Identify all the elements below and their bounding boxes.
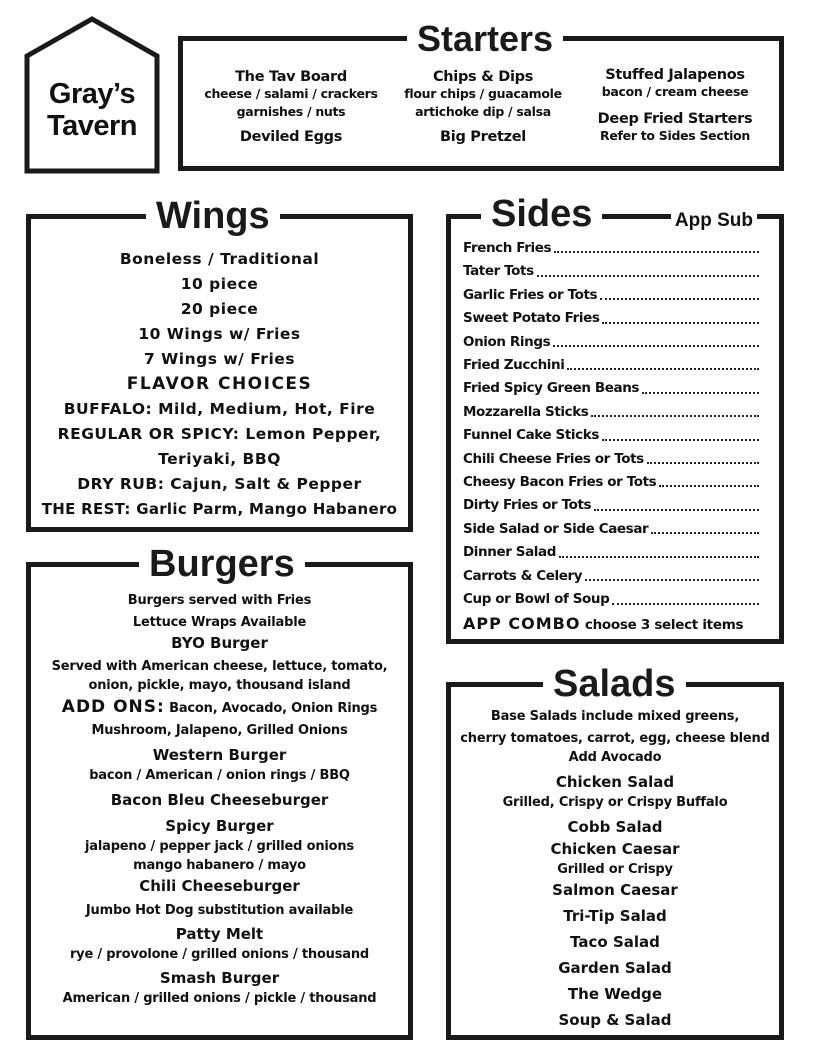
side-item	[463, 237, 759, 260]
salad-name: Chicken Caesar	[550, 840, 680, 858]
burger-name: BYO Burger	[171, 634, 268, 652]
logo-line-1: Gray’s	[48, 78, 136, 110]
wings-line: 10 Wings w/ Fries	[138, 325, 301, 343]
leader-dots	[647, 448, 759, 464]
salads-intro: cherry tomatoes, carrot, egg, cheese blend	[460, 731, 770, 746]
burger-desc: rye / provolone / grilled onions / thousand	[69, 947, 370, 962]
burger-desc: onion, pickle, mayo, thousand island	[88, 678, 351, 693]
burgers-title: Burgers	[139, 545, 305, 583]
add-ons-label: ADD ONS:	[61, 697, 165, 717]
starter-item-name: Deviled Eggs	[239, 129, 343, 145]
side-item	[463, 471, 759, 494]
wings-section	[26, 195, 413, 532]
burger-name: Smash Burger	[159, 969, 280, 987]
sides-list	[463, 237, 759, 637]
salads-section	[446, 663, 784, 1040]
flavor-line: BUFFALO: Mild, Medium, Hot, Fire	[63, 400, 376, 418]
leader-dots	[651, 518, 759, 534]
burger-desc: jalapeno / pepper jack / grilled onions	[85, 839, 354, 854]
leader-dots	[602, 307, 759, 323]
flavor-line: Teriyaki, BBQ	[158, 450, 281, 468]
side-item	[463, 588, 759, 611]
side-item-name: Fried Zucchini	[463, 357, 565, 374]
add-ons-line	[31, 695, 408, 721]
burger-name: Bacon Bleu Cheeseburger	[110, 791, 329, 809]
burger-desc: bacon / American / onion rings / BBQ	[89, 768, 350, 783]
flavor-line: REGULAR OR SPICY: Lemon Pepper,	[57, 425, 382, 443]
leader-dots	[537, 260, 759, 276]
wings-line: Boneless / Traditional	[119, 250, 320, 268]
starter-item-name: The Tav Board	[235, 69, 347, 85]
leader-dots	[591, 401, 759, 417]
side-item-name: Funnel Cake Sticks	[463, 427, 599, 444]
side-item-name: Side Salad or Side Caesar	[463, 520, 649, 537]
starters-col-2	[383, 69, 583, 145]
burger-name: Patty Melt	[175, 925, 264, 943]
starter-item-desc: Refer to Sides Section	[600, 128, 750, 143]
leader-dots	[612, 588, 759, 604]
starter-item-name: Stuffed Jalapenos	[605, 67, 745, 83]
side-item-name: French Fries	[463, 240, 552, 256]
side-item	[463, 518, 759, 541]
burgers-intro: Burgers served with Fries	[127, 593, 312, 608]
starter-item-desc: flour chips / guacamole	[404, 86, 562, 101]
burger-name: Spicy Burger	[165, 817, 274, 835]
starter-item-desc: cheese / salami / crackers	[204, 86, 378, 101]
leader-dots	[600, 284, 759, 300]
wings-line: 20 piece	[180, 300, 259, 318]
wings-title: Wings	[146, 197, 280, 235]
salad-name: Taco Salad	[570, 933, 660, 951]
salad-desc: Grilled or Crispy	[557, 862, 673, 877]
side-item-name: Dirty Fries or Tots	[463, 497, 592, 514]
leader-dots	[567, 354, 759, 370]
side-item	[463, 260, 759, 283]
side-item	[463, 284, 759, 307]
side-item-name: Cheesy Bacon Fries or Tots	[463, 474, 657, 491]
leader-dots	[553, 331, 759, 347]
leader-dots	[642, 377, 759, 393]
starter-item-desc: garnishes / nuts	[236, 104, 346, 119]
starters-col-3	[575, 67, 775, 145]
salad-name: Soup & Salad	[558, 1011, 672, 1029]
leader-dots	[602, 424, 759, 440]
side-item	[463, 494, 759, 517]
wings-line: 7 Wings w/ Fries	[143, 350, 295, 368]
add-ons-list: Mushroom, Jalapeno, Grilled Onions	[91, 723, 348, 738]
side-item-name: Fried Spicy Green Beans	[463, 380, 640, 397]
side-item	[463, 424, 759, 447]
side-item-name: Sweet Potato Fries	[463, 310, 600, 327]
salad-name: Chicken Salad	[555, 773, 675, 791]
burger-note: Jumbo Hot Dog substitution available	[85, 903, 354, 918]
logo	[24, 16, 160, 174]
side-item-name: Cup or Bowl of Soup	[463, 591, 610, 608]
app-combo-desc: choose 3 select items	[584, 616, 744, 633]
burgers-section	[26, 543, 413, 1040]
starter-item-name: Deep Fried Starters	[597, 111, 753, 127]
wings-line: 10 piece	[180, 275, 259, 293]
starters-col-1	[191, 69, 391, 145]
salad-name: Salmon Caesar	[552, 881, 678, 899]
side-item	[463, 401, 759, 424]
side-item	[463, 331, 759, 354]
side-item-name: Onion Rings	[463, 333, 551, 350]
flavor-choices-heading: FLAVOR CHOICES	[126, 374, 313, 394]
app-combo-line	[463, 612, 759, 637]
leader-dots	[659, 471, 759, 487]
sides-title: Sides	[481, 195, 602, 233]
salads-intro: Base Salads include mixed greens,	[490, 709, 740, 724]
side-item	[463, 448, 759, 471]
burger-name: Western Burger	[152, 746, 287, 764]
side-item	[463, 541, 759, 564]
starters-section	[178, 18, 784, 171]
side-item-name: Dinner Salad	[463, 544, 557, 561]
burger-desc: American / grilled onions / pickle / thousand	[62, 991, 377, 1006]
leader-dots	[585, 565, 759, 581]
salad-name: Tri-Tip Salad	[563, 907, 667, 925]
side-item	[463, 565, 759, 588]
side-item-name: Tater Tots	[463, 263, 534, 280]
app-combo-label: APP COMBO	[463, 613, 581, 633]
salads-title: Salads	[543, 665, 686, 703]
burger-desc: Served with American cheese, lettuce, tomato,	[51, 659, 388, 674]
burger-name: Chili Cheeseburger	[139, 877, 300, 895]
side-item	[463, 354, 759, 377]
flavor-line: DRY RUB: Cajun, Salt & Pepper	[77, 475, 362, 493]
flavor-line: THE REST: Garlic Parm, Mango Habanero	[41, 500, 398, 518]
logo-line-2: Tavern	[47, 110, 137, 142]
sides-section	[446, 193, 784, 644]
starter-item-desc: bacon / cream cheese	[601, 84, 749, 99]
side-item-name: Carrots & Celery	[463, 567, 583, 584]
side-item-name: Garlic Fries or Tots	[463, 286, 598, 303]
salads-intro: Add Avocado	[568, 750, 662, 765]
starter-item-desc: artichoke dip / salsa	[415, 104, 551, 119]
side-item-name: Chili Cheese Fries or Tots	[463, 450, 644, 467]
leader-dots	[554, 237, 759, 253]
salad-name: Garden Salad	[558, 959, 672, 977]
starter-item-name: Big Pretzel	[440, 129, 526, 145]
burgers-intro: Lettuce Wraps Available	[132, 615, 307, 630]
salad-desc: Grilled, Crispy or Crispy Buffalo	[502, 795, 728, 810]
side-item-name: Mozzarella Sticks	[463, 403, 589, 420]
leader-dots	[594, 494, 759, 510]
starters-title: Starters	[407, 21, 563, 57]
starter-item-name: Chips & Dips	[432, 69, 534, 85]
leader-dots	[559, 541, 759, 557]
add-ons-list: Bacon, Avocado, Onion Rings	[169, 701, 378, 716]
salad-name: Cobb Salad	[567, 818, 663, 836]
salad-name: The Wedge	[567, 985, 663, 1003]
side-item	[463, 307, 759, 330]
price-column-header: App Sub	[671, 210, 757, 232]
side-item	[463, 377, 759, 400]
burger-desc: mango habanero / mayo	[133, 858, 306, 873]
